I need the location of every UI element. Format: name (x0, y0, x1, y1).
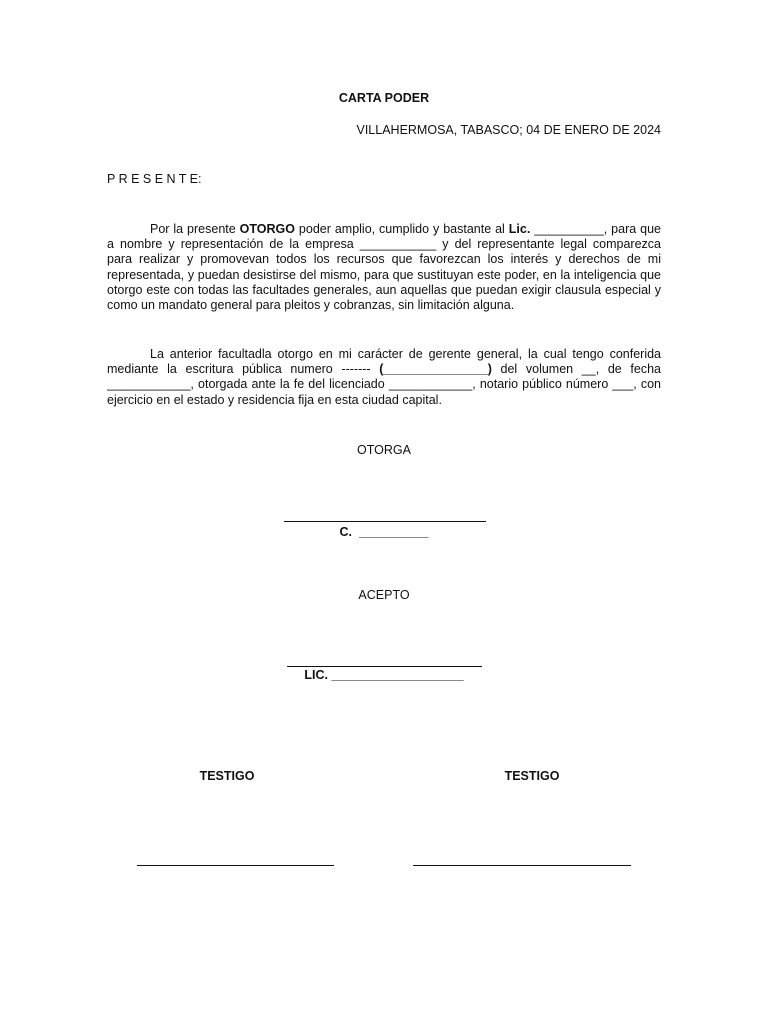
otorgo-keyword: OTORGO (239, 222, 295, 236)
authority-paragraph (107, 347, 661, 408)
document-title: CARTA PODER (338, 91, 430, 105)
text-segment: del volumen __, de fecha (491, 362, 661, 377)
grant-paragraph-line: como un mandato general para pleitos y cobranzas, sin limitación alguna. (107, 297, 515, 312)
grant-paragraph-line: para realizar y promovevan todos los recursos que favorezcan los interés y derechos de mi (107, 252, 661, 267)
authority-paragraph-line: ____________, otorgada ante la fe del licenciado ____________, notario público número ___, con (107, 377, 661, 392)
text-segment: mediante la escritura pública numero ------- (107, 362, 380, 377)
text-segment: Por la presente (150, 222, 240, 236)
witness-heading-left: TESTIGO (199, 769, 255, 783)
grant-paragraph-line (107, 222, 661, 237)
salutation: P R E S E N T E: (107, 172, 202, 186)
grantor-signatory: C. __________ (339, 525, 429, 539)
grantor-heading: OTORGA (357, 443, 411, 457)
witness-signature-line-right (413, 865, 631, 866)
authority-paragraph-line (107, 362, 661, 377)
authority-paragraph-line: ejercicio en el estado y residencia fija en esta ciudad capital. (107, 392, 442, 407)
acceptor-signatory: LIC. ___________________ (304, 668, 464, 682)
lic-label: Lic. (508, 222, 531, 236)
place-date: VILLAHERMOSA, TABASCO; 04 DE ENERO DE 2024 (356, 123, 661, 137)
grant-paragraph-line: representada, y puedan desistirse del mismo, para que sustituyan este poder, en la inteligencia que (107, 267, 661, 282)
acceptor-signature-line (287, 666, 482, 667)
grant-paragraph-line: a nombre y representación de la empresa ___________ y del representante legal comparezca (107, 237, 661, 252)
text-segment: __________, para que (530, 222, 661, 236)
deed-blank: (_______________) (379, 362, 492, 377)
acceptor-heading: ACEPTO (358, 588, 410, 602)
grantor-signature-line (284, 521, 486, 522)
witness-signature-line-left (137, 865, 334, 866)
witness-heading-right: TESTIGO (504, 769, 560, 783)
grant-paragraph-line: otorgo este con todas las facultades generales, aun aquellas que puedan exigir clausula especial y (107, 282, 661, 297)
text-segment: poder amplio, cumplido y bastante al (294, 222, 509, 236)
authority-paragraph-line: La anterior facultadla otorgo en mi carácter de gerente general, la cual tengo conferida (150, 347, 661, 361)
grant-paragraph (107, 222, 661, 313)
